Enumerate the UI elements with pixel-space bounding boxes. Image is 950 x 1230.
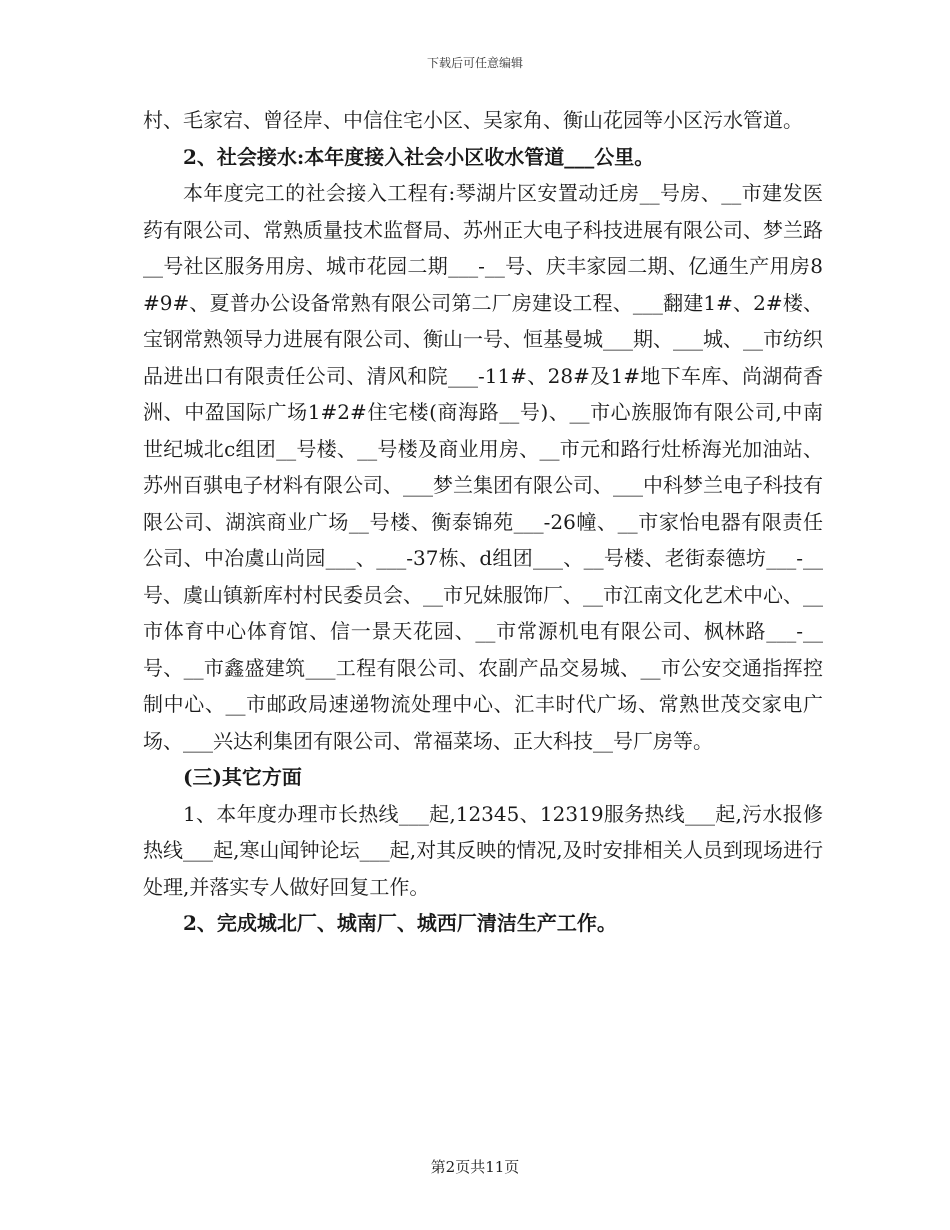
page-header: 下载后可任意编辑 [426, 56, 523, 70]
heading-social-connection: 2、社会接水:本年度接入社会小区收水管道___公里。 [183, 144, 655, 169]
paragraph-continuation: 村、毛家宕、曾径岸、中信住宅小区、吴家角、衡山花园等小区污水管道。 [143, 108, 803, 132]
page-number: 第2页共11页 [430, 1158, 520, 1176]
paragraph-hotlines: 1、本年度办理市长热线___起,12345、12319服务热线___起,污水报修热线___起,寒山闻钟论坛___起,对其反映的情况,及时安排相关人员到现场进行处理,并落实专人做好回复工作。 [143, 801, 823, 899]
document-body [143, 102, 823, 942]
heading-clean-production: 2、完成城北厂、城南厂、城西厂清洁生产工作。 [183, 911, 617, 935]
paragraph-completed-projects: 本年度完工的社会接入工程有:琴湖片区安置动迁房__号房、__市建发医药有限公司、常熟质量技术监督局、苏州正大电子科技进展有限公司、梦兰路__号社区服务用房、城市花园二期___-__号、庆丰家园二期、亿通生产用房8#9#、夏普办公设备常熟有限公司第二厂房建设工程、___翻建1#、2#楼、宝钢常熟领导力进展有限公司、衡山一号、恒基曼城___期、___城、__市纺织品进出口有限责任公司、清风和院___-11#、28#及1#地下车库、尚湖荷香洲、中盈国际广场1#2#住宅楼(商海路__号)、__市心族服饰有限公司,中南世纪城北c组团__号楼、__号楼及商业用房、__市元和路行灶桥海光加油站、苏州百骐电子材料有限公司、___梦兰集团有限公司、___中科梦兰电子科技有限公司、湖滨商业广场__号楼、衡泰锦苑___-26幢、__市家怡电器有限责任公司、中冶虞山尚园___、___-37栋、d组团___、__号楼、老街泰德坊___-__号、虞山镇新库村村民委员会、__市兄妹服饰厂、__市江南文化艺术中心、__市体育中心体育馆、信一景天花园、__市常源机电有限公司、枫林路___-__号、__市鑫盛建筑___工程有限公司、农副产品交易城、__市公安交通指挥控制中心、__市邮政局速递物流处理中心、汇丰时代广场、常熟世茂交家电广场、___兴达利集团有限公司、常福菜场、正大科技__号厂房等。 [143, 181, 823, 753]
heading-other-aspects: (三)其它方面 [183, 765, 302, 789]
